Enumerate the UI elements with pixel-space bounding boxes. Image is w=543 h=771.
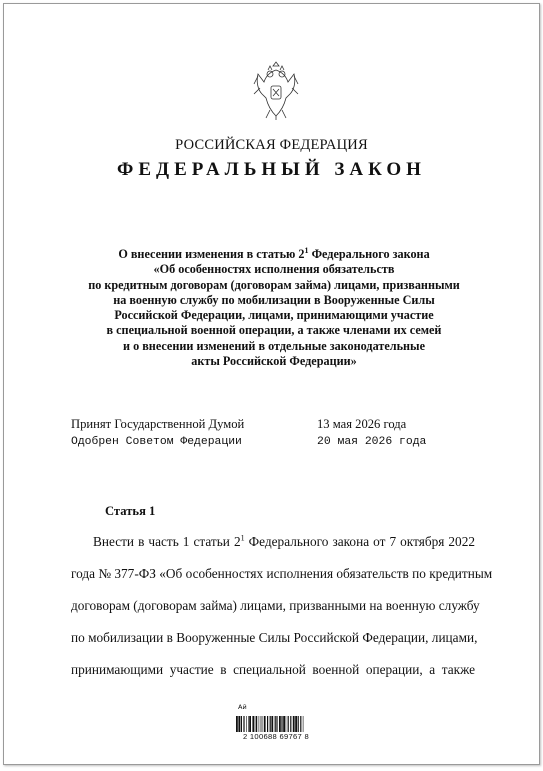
title-line: на военную службу по мобилизации в Вооруженные Силы bbox=[113, 292, 435, 307]
country-name: РОССИЙСКАЯ ФЕДЕРАЦИЯ bbox=[175, 137, 368, 153]
title-line: акты Российской Федерации» bbox=[191, 354, 357, 369]
title-line: и о внесении изменений в отдельные законодательные bbox=[123, 338, 425, 353]
title-line: по кредитным договорам (договорам займа) лицами, призванными bbox=[88, 277, 460, 292]
barcode-tag: Ай bbox=[238, 703, 247, 711]
article-body-line: Внести в часть 1 статьи $2^1$ Федерального закона от 7 октября 2022 bbox=[93, 533, 475, 549]
article-body bbox=[71, 526, 493, 686]
adoption-duma bbox=[71, 417, 471, 432]
duma-label: Принят Государственной Думой bbox=[71, 417, 245, 431]
barcode bbox=[232, 704, 308, 756]
document-type: ФЕДЕРАЛЬНЫЙ ЗАКОН bbox=[117, 159, 426, 180]
council-date: 20 мая 2026 года bbox=[317, 436, 427, 448]
article-body-line: по мобилизации в Вооруженные Силы Российской Федерации, лицами, bbox=[71, 630, 478, 645]
title-line: О внесении изменения в статью $2^1$ Федерального закона bbox=[118, 245, 430, 261]
article-heading: Статья 1 bbox=[105, 504, 156, 518]
coat-of-arms-icon bbox=[248, 60, 304, 122]
title-line: «Об особенностях исполнения обязательств bbox=[153, 262, 395, 277]
barcode-number: 2 100688 69767 8 bbox=[226, 732, 326, 741]
duma-date: 13 мая 2026 года bbox=[317, 417, 407, 431]
article-body-line: договорам (договорам займа) лицами, призванными на военную службу bbox=[71, 598, 480, 613]
document-page bbox=[3, 3, 540, 765]
article-body-line: года № 377-ФЗ «Об особенностях исполнения обязательств по кредитным bbox=[71, 566, 493, 581]
council-label: Одобрен Советом Федерации bbox=[71, 436, 242, 448]
article-body-line: принимающими участие в специальной военной операции, а также bbox=[71, 662, 475, 677]
law-title bbox=[64, 247, 484, 369]
title-line: Российской Федерации, лицами, принимающими участие bbox=[114, 308, 434, 323]
adoption-council bbox=[71, 436, 471, 448]
title-line: в специальной военной операции, а также членами их семей bbox=[106, 323, 442, 338]
